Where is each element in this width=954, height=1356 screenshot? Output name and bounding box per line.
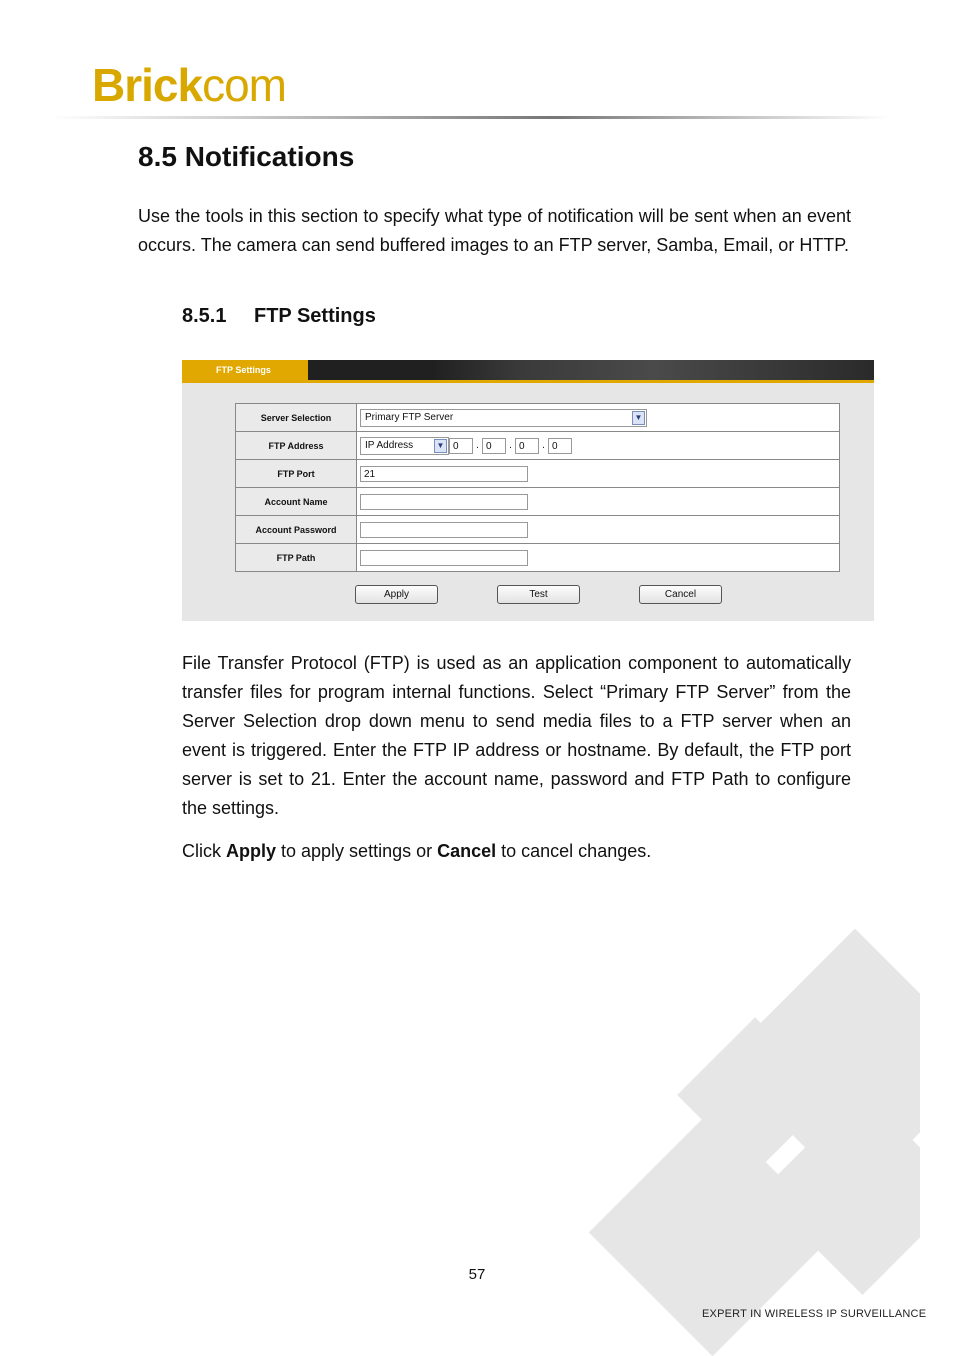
table-row xyxy=(236,488,840,516)
ftp-settings-panel xyxy=(182,360,874,621)
section-title: 8.5 Notifications xyxy=(138,141,355,172)
tab-ftp-settings[interactable]: FTP Settings xyxy=(182,360,308,380)
subsection-label: FTP Settings xyxy=(254,305,376,327)
account-name-label: Account Name xyxy=(236,488,357,516)
table-row: FTP Address IP Address ▼ 0 . 0 . 0 . 0 xyxy=(236,432,840,460)
account-name-input[interactable] xyxy=(360,494,528,510)
ftp-description: File Transfer Protocol (FTP) is used as an application component to automatically transfer files for program internal functions. Select “Primary FTP Server” from the Server Selection drop down menu to send media files to a FTP server when an event is triggered. Enter the FTP IP address or hostname. By default, the FTP port server is set to 21. Enter the account name, password and FTP Path to configure the settings. xyxy=(182,653,851,818)
brickcom-logo: Brickcom xyxy=(92,59,286,111)
header-rule xyxy=(50,116,890,119)
address-type-dropdown[interactable]: IP Address ▼ xyxy=(360,437,449,455)
cancel-button[interactable]: Cancel xyxy=(639,585,722,604)
ftp-path-input[interactable] xyxy=(360,550,528,566)
chevron-down-icon[interactable]: ▼ xyxy=(434,439,447,453)
ftp-address-label: FTP Address xyxy=(236,432,357,460)
table-row xyxy=(236,404,840,432)
subsection-number: 8.5.1 xyxy=(182,305,227,327)
subsection-title xyxy=(182,305,376,328)
ip-octet-3-input[interactable]: 0 xyxy=(515,438,539,454)
footer-tagline: EXPERT IN WIRELESS IP SURVEILLANCE xyxy=(702,1308,927,1320)
server-selection-dropdown[interactable]: Primary FTP Server ▼ xyxy=(360,409,647,427)
ftp-path-label: FTP Path xyxy=(236,544,357,572)
ip-octet-1-input[interactable]: 0 xyxy=(449,438,473,454)
apply-button[interactable]: Apply xyxy=(355,585,438,604)
table-row xyxy=(236,516,840,544)
ftp-port-input[interactable]: 21 xyxy=(360,466,528,482)
intro-paragraph: Use the tools in this section to specify what type of notification will be sent when an event occurs. The camera can send buffered images to an FTP server, Samba, Email, or HTTP. xyxy=(138,206,851,255)
apply-keyword: Apply xyxy=(226,841,277,861)
ftp-settings-table xyxy=(235,403,840,572)
ip-octet-4-input[interactable]: 0 xyxy=(548,438,572,454)
server-selection-label: Server Selection xyxy=(236,404,357,432)
ip-octet-2-input[interactable]: 0 xyxy=(482,438,506,454)
account-password-label: Account Password xyxy=(236,516,357,544)
account-password-input[interactable] xyxy=(360,522,528,538)
test-button[interactable]: Test xyxy=(497,585,580,604)
chevron-down-icon[interactable]: ▼ xyxy=(632,411,645,425)
table-row xyxy=(236,460,840,488)
click-instruction: Click Apply to apply settings or Cancel to cancel changes. xyxy=(182,841,652,861)
page-number: 57 xyxy=(468,1266,486,1283)
cancel-keyword: Cancel xyxy=(437,841,497,861)
table-row xyxy=(236,544,840,572)
ftp-port-label: FTP Port xyxy=(236,460,357,488)
